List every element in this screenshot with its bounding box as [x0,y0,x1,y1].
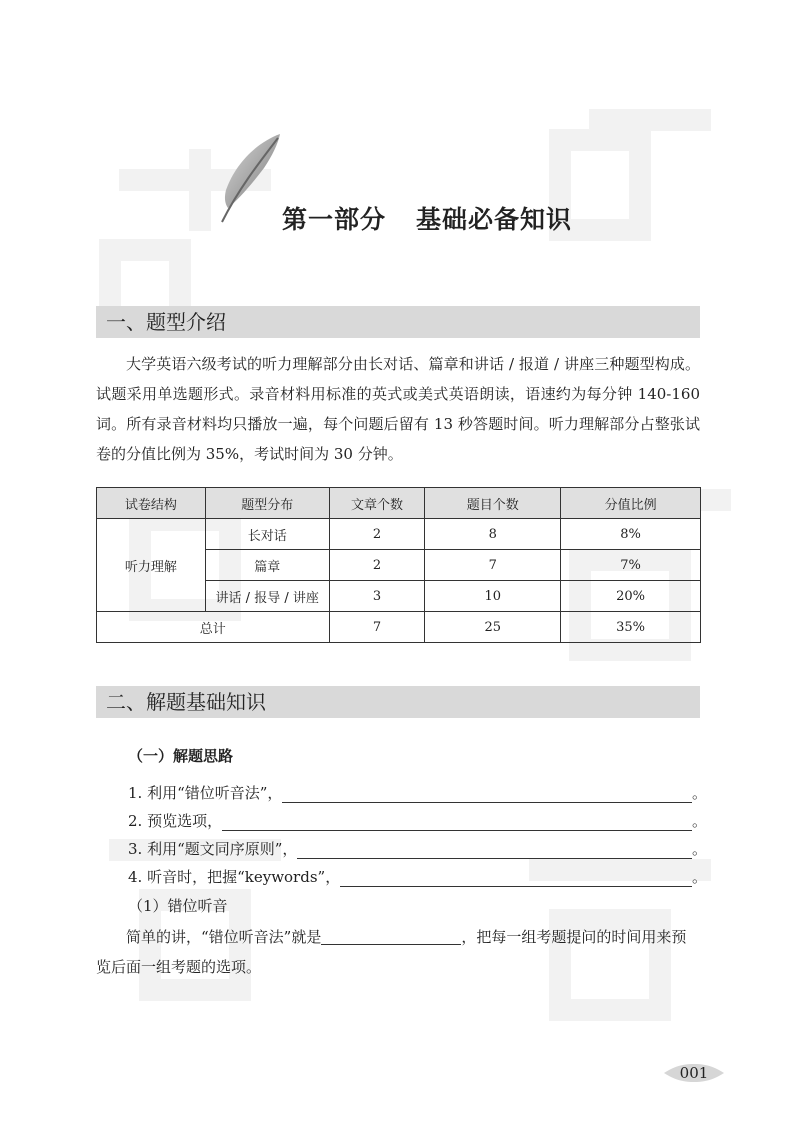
part-name: 基础必备知识 [416,205,573,234]
page-title [282,200,572,236]
total-articles-cell: 7 [329,612,425,643]
questions-cell: 10 [425,581,561,612]
paragraph-after: ，把每一组考题提问的时间用来预览后面一组考题的选项。 [96,928,687,976]
table-row [97,519,701,550]
feather-icon [208,128,288,228]
ratio-cell: 7% [561,550,701,581]
total-ratio-cell: 35% [561,612,701,643]
answer-blank[interactable] [282,782,692,803]
fill-blank-item [128,864,708,890]
page-number-badge [664,1062,724,1084]
item-end: 。 [692,784,708,802]
header-cell: 题目个数 [425,488,561,519]
ratio-cell: 8% [561,519,701,550]
item-end: 。 [692,812,708,830]
table-header-row [97,488,701,519]
part-label: 第一部分 [282,205,387,234]
articles-cell: 3 [329,581,425,612]
header-cell: 文章个数 [329,488,425,519]
total-label-cell: 总计 [97,612,330,643]
answer-blank[interactable] [321,926,461,945]
answer-blank[interactable] [297,838,692,859]
intro-paragraph: 大学英语六级考试的听力理解部分由长对话、篇章和讲话 / 报道 / 讲座三种题型构成。试题采用单选题形式。录音材料用标准的英式或美式英语朗读，语速约为每分钟 140-160 词。所有录音材料均只播放一遍，每个问题后留有 13 秒答题时间。听力理解部分占整张试卷的分值比例为 35%，考试时间为 30 分钟。 [96,355,700,463]
exam-structure-table [96,487,701,643]
section-heading-basics: 二、解题基础知识 [96,686,700,718]
fill-blank-item [128,780,708,806]
item-text: 2. 预览选项， [128,812,223,830]
type-cell: 篇章 [205,550,329,581]
paragraph-before: 简单的讲，“错位听音法”就是 [126,928,322,946]
item-text: 1. 利用“错位听音法”， [128,784,283,802]
section-heading-intro: 一、题型介绍 [96,306,700,338]
table-total-row [97,612,701,643]
articles-cell: 2 [329,519,425,550]
header-cell: 题型分布 [205,488,329,519]
answer-blank[interactable] [340,866,692,887]
type-cell: 长对话 [205,519,329,550]
ratio-cell: 20% [561,581,701,612]
type-cell: 讲话 / 报导 / 讲座 [205,581,329,612]
questions-cell: 7 [425,550,561,581]
fill-blank-item [128,808,708,834]
total-questions-cell: 25 [425,612,561,643]
item-end: 。 [692,868,708,886]
subheading-approach: （一）解题思路 [128,747,234,765]
misaligned-listening-paragraph [96,922,700,982]
header-cell: 分值比例 [561,488,701,519]
page-number: 001 [679,1064,709,1082]
item-end: 。 [692,840,708,858]
item-text: 4. 听音时，把握“keywords”， [128,868,341,886]
header-cell: 试卷结构 [97,488,206,519]
group-label-cell: 听力理解 [97,519,206,612]
item-text: 3. 利用“题文同序原则”， [128,840,298,858]
articles-cell: 2 [329,550,425,581]
questions-cell: 8 [425,519,561,550]
sub-item-misaligned-listening: （1）错位听音 [128,897,228,915]
fill-blank-item [128,836,708,862]
answer-blank[interactable] [222,810,692,831]
